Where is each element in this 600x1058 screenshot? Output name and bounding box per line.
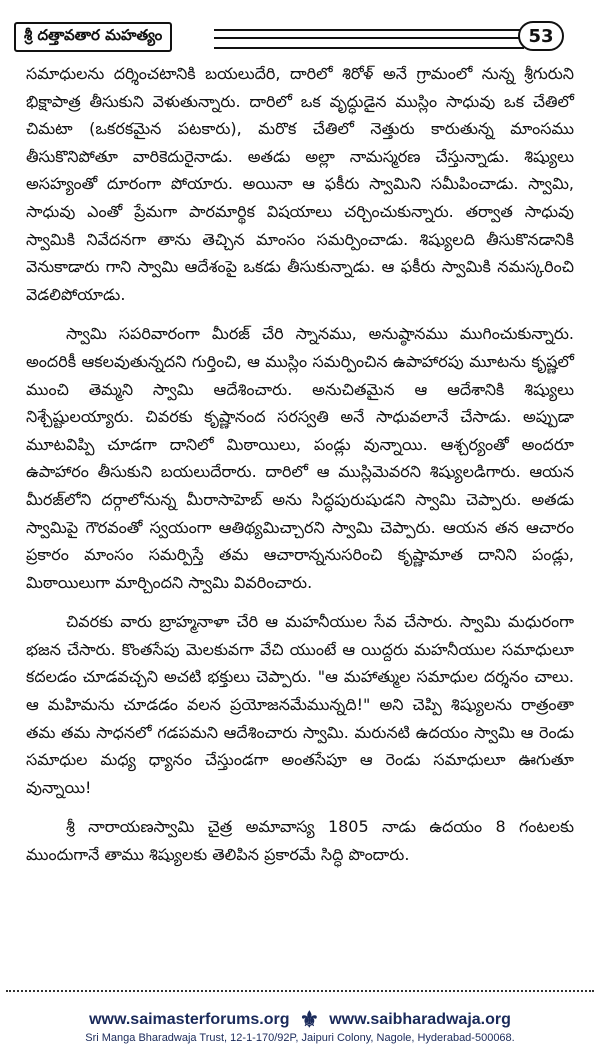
- site-link-right[interactable]: www.saibharadwaja.org: [329, 1011, 511, 1028]
- paragraph-2: స్వామి సపరివారంగా మీరజ్ చేరి స్నానము, అనుష్ఠానము ముగించుకున్నారు. అందరికీ ఆకలవుతున్నదని గుర్తించి, ఆ ముస్లిం సమర్పించిన ఉపాహారపు మూటను కృష్ణలో ముంచి తెమ్మని స్వామి ఆదేశించారు. అనుచితమైన ఆ ఆదేశానికి శిష్యులు నిశ్చేష్టులయ్యారు. చివరకు కృష్ణానంద సరస్వతి అనే సాధువలానే చేసాడు. అప్పుడా మూటవిప్పి చూడగా దానిలో మిఠాయిలు, పండ్లు వున్నాయి. ఆశ్చర్యంతో అందరూ ఉపాహారం తీసుకుని బయలుదేరారు. దారిలో ఆ ముస్లిమెవరని శిష్యులడిగారు. ఆయన మీరజ్‌లోని దర్గాలోనున్న మీరాసాహెబ్ అను సిద్ధపురుషుడని స్వామి చెప్పారు. అతడు స్వామిపై గౌరవంతో స్వయంగా ఆతిథ్యమిచ్చారని స్వామి చెప్పారు. ఆయన తన ఆచారం ప్రకారం మాంసం సమర్పిస్తే తమ ఆచారాన్ననుసరించి కృష్ణామాత దానిని పండ్లు, మిఠాయిలుగా మార్చిందని స్వామి వివరించారు.: [26, 324, 574, 592]
- book-title: శ్రీ దత్తావతార మహత్యం: [14, 22, 172, 52]
- footer-address: Sri Manga Bharadwaja Trust, 12-1-170/92P, Jaipuri Colony, Nagole, Hyderabad-500068.: [85, 1032, 515, 1044]
- fleur-de-lis-icon: ⚜: [299, 1007, 320, 1032]
- page-header: [14, 22, 566, 54]
- page-body: [26, 60, 574, 881]
- footer-divider: [6, 990, 594, 992]
- page-footer: [0, 1007, 600, 1044]
- paragraph-1: సమాధులను దర్శించటానికి బయలుదేరి, దారిలో శిరోళ్ అనే గ్రామంలో నున్న శ్రీగురుని భిక్షాపాత్ర తీసుకుని వెళుతున్నారు. దారిలో ఒక వృద్ధుడైన ముస్లిం సాధువు ఒక చేతిలో చిమటా (ఒకరకమైన పటకారు), మరొక చేతిలో నెత్తురు కారుతున్న మాంసము తీసుకొనిపోతూ వారికెదురైనాడు. అతడు అల్లా నామస్మరణ చేస్తున్నాడు. శిష్యులు అసహ్యంతో దూరంగా పోయారు. అయినా ఆ ఫకీరు స్వామిని సమీపించాడు. స్వామి, సాధువు ఎంతో ప్రేమగా పారమార్థిక విషయాలు చర్చించుకున్నారు. తర్వాత సాధువు స్వామికి నివేదనగా తాను తెచ్చిన మాంసం సమర్పించాడు. శిష్యులది తీసుకొనడానికి వెనుకాడారు గాని స్వామి ఆదేశంపై ఒకడు తీసుకున్నాడు. ఆ ఫకీరు స్వామికి నమస్కరించి వెడలిపోయాడు.: [26, 64, 574, 304]
- footer-links: [0, 1007, 600, 1032]
- page-number: 53: [518, 21, 564, 51]
- site-link-left[interactable]: www.saimasterforums.org: [89, 1011, 290, 1028]
- header-rule: [214, 29, 524, 49]
- paragraph-4: శ్రీ నారాయణస్వామి చైత్ర అమావాస్య 1805 నాడు ఉదయం 8 గంటలకు ముందుగానే తాము శిష్యులకు తెలిపిన ప్రకారమే సిద్ధి పొందారు.: [26, 817, 574, 865]
- paragraph-3: చివరకు వారు బ్రాహ్మనాళా చేరి ఆ మహనీయుల సేవ చేసారు. స్వామి మధురంగా భజన చేసారు. కొంతసేపు మెలకువగా వేచి యుంటే ఆ యిద్దరు మహనీయుల సమాధులూ కదలడం చూడవచ్చని అచటి భక్తులు చెప్పారు. "ఆ మహాత్ముల సమాధుల దర్శనం చాలు. ఆ మహిమను చూడడం వలన ప్రయోజనమేమున్నది!" అని చెప్పి శిష్యులను రాత్రంతా తమ తమ సాధనలో గడపమని ఆదేశించారు స్వామి. మరునటి ఉదయం స్వామి ఆ రెండు సమాధుల మధ్య ధ్యానం చేస్తుండగా అంతసేపూ ఆ రెండు సమాధులూ ఊగుతూ వున్నాయి!: [26, 612, 574, 797]
